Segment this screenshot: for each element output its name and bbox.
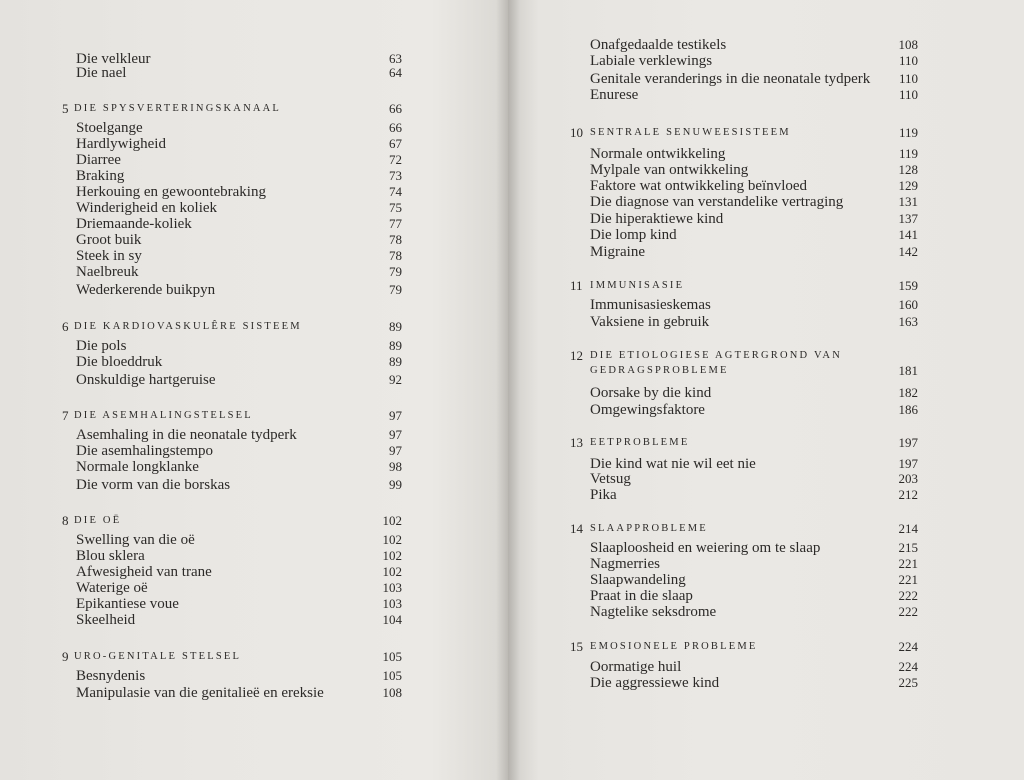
chapter-number: 7: [62, 408, 69, 423]
chapter-title: URO-GENITALE STELSEL: [74, 651, 242, 662]
entry-title: Steek in sy: [76, 248, 142, 264]
page-number: 98: [389, 459, 402, 474]
entry-title: Genitale veranderings in die neonatale tydperk: [590, 71, 871, 87]
page-number: 221: [898, 556, 918, 571]
page-number: 74: [389, 184, 402, 199]
entry-title: Die hiperaktiewe kind: [590, 211, 724, 227]
page-number: 102: [382, 564, 402, 579]
page-number: 89: [389, 354, 402, 369]
page-number: 75: [389, 200, 402, 215]
entry-title: Enurese: [590, 87, 639, 103]
chapter-number: 15: [570, 639, 583, 654]
chapter-title: IMMUNISASIE: [590, 280, 685, 291]
entry-title: Praat in die slaap: [590, 588, 693, 604]
page-number: 137: [898, 211, 918, 226]
page-number: 64: [389, 65, 402, 80]
chapter-title: DIE ETIOLOGIESE AGTERGROND VAN: [590, 350, 842, 361]
page-number: 129: [898, 178, 918, 193]
page-number: 224: [898, 639, 918, 654]
page-number: 99: [389, 477, 402, 492]
page-number: 97: [389, 408, 402, 423]
page-number: 131: [898, 194, 918, 209]
chapter-number: 5: [62, 101, 69, 116]
page-number: 77: [389, 216, 402, 231]
entry-title: Waterige oë: [76, 580, 148, 596]
page-number: 72: [389, 152, 402, 167]
page-number: 79: [389, 264, 402, 279]
chapter-title: DIE SPYSVERTERINGSKANAAL: [74, 103, 282, 114]
entry-title: Normale longklanke: [76, 459, 199, 475]
chapter-title: GEDRAGSPROBLEME: [590, 365, 729, 376]
page-number: 128: [898, 162, 918, 177]
entry-title: Die diagnose van verstandelike vertraging: [590, 194, 844, 210]
entry-title: Die pols: [76, 338, 127, 354]
entry-title: Naelbreuk: [76, 264, 139, 280]
entry-title: Wederkerende buikpyn: [76, 282, 216, 298]
page-number: 108: [898, 37, 918, 52]
left-page: [0, 0, 508, 780]
chapter-title: DIE ASEMHALINGSTELSEL: [74, 410, 253, 421]
entry-title: Oorsake by die kind: [590, 385, 712, 401]
page-number: 119: [898, 146, 918, 161]
entry-title: Migraine: [590, 244, 645, 260]
page-number: 110: [898, 53, 918, 68]
entry-title: Labiale verklewings: [590, 53, 713, 69]
page-number: 141: [898, 227, 918, 242]
page-number: 67: [389, 136, 402, 151]
page-number: 215: [898, 540, 918, 555]
entry-title: Onafgedaalde testikels: [590, 37, 727, 53]
page-number: 110: [898, 87, 918, 102]
page-number: 119: [898, 125, 918, 140]
chapter-title: EETPROBLEME: [590, 437, 690, 448]
chapter-title: SENTRALE SENUWEESISTEEM: [590, 127, 791, 138]
page-number: 105: [382, 668, 402, 683]
page-number: 97: [389, 427, 402, 442]
page-number: 66: [389, 120, 402, 135]
entry-title: Mylpale van ontwikkeling: [590, 162, 749, 178]
entry-title: Die asemhalingstempo: [76, 443, 214, 459]
page-number: 163: [898, 314, 918, 329]
entry-title: Slaapwandeling: [590, 572, 686, 588]
entry-title: Immunisasieskemas: [590, 297, 711, 313]
page-number: 221: [898, 572, 918, 587]
chapter-title: SLAAPPROBLEME: [590, 523, 708, 534]
entry-title: Die vorm van die borskas: [76, 477, 231, 493]
page-number: 160: [898, 297, 918, 312]
page-number: 105: [382, 649, 402, 664]
entry-title: Herkouing en gewoontebraking: [76, 184, 266, 200]
page-number: 102: [382, 548, 402, 563]
page-number: 159: [898, 278, 918, 293]
page-number: 224: [898, 659, 918, 674]
page-number: 102: [382, 513, 402, 528]
page-number: 92: [389, 372, 402, 387]
entry-title: Die kind wat nie wil eet nie: [590, 456, 756, 472]
chapter-number: 11: [570, 278, 583, 293]
chapter-title: EMOSIONELE PROBLEME: [590, 641, 758, 652]
entry-title: Onskuldige hartgeruise: [76, 372, 216, 388]
entry-title: Blou sklera: [76, 548, 145, 564]
page-number: 89: [389, 319, 402, 334]
page-number: 97: [389, 443, 402, 458]
entry-title: Die velkleur: [76, 51, 151, 67]
page-number: 214: [898, 521, 918, 536]
page-number: 181: [898, 363, 918, 378]
page-number: 78: [389, 248, 402, 263]
book-gutter: [496, 0, 520, 780]
page-number: 197: [898, 435, 918, 450]
entry-title: Vetsug: [590, 471, 631, 487]
right-page: [508, 0, 1024, 780]
page-number: 89: [389, 338, 402, 353]
chapter-number: 9: [62, 649, 69, 664]
entry-title: Driemaande-koliek: [76, 216, 192, 232]
page-number: 186: [898, 402, 918, 417]
entry-title: Asemhaling in die neonatale tydperk: [76, 427, 297, 443]
page-number: 182: [898, 385, 918, 400]
chapter-number: 10: [570, 125, 583, 140]
page-number: 225: [898, 675, 918, 690]
chapter-title: DIE OË: [74, 515, 122, 526]
entry-title: Manipulasie van die genitalieë en ereksie: [76, 685, 324, 701]
page-number: 203: [898, 471, 918, 486]
entry-title: Die bloeddruk: [76, 354, 163, 370]
page-number: 110: [898, 71, 918, 86]
entry-title: Winderigheid en koliek: [76, 200, 218, 216]
entry-title: Die nael: [76, 65, 127, 81]
page-number: 108: [382, 685, 402, 700]
entry-title: Skeelheid: [76, 612, 136, 628]
entry-title: Oormatige huil: [590, 659, 682, 675]
page-number: 222: [898, 604, 918, 619]
page-number: 79: [389, 282, 402, 297]
entry-title: Die aggressiewe kind: [590, 675, 720, 691]
entry-title: Pika: [590, 487, 617, 503]
page-number: 103: [382, 596, 402, 611]
page-number: 104: [382, 612, 402, 627]
chapter-number: 14: [570, 521, 583, 536]
chapter-number: 13: [570, 435, 583, 450]
page-number: 102: [382, 532, 402, 547]
entry-title: Faktore wat ontwikkeling beïnvloed: [590, 178, 808, 194]
entry-title: Normale ontwikkeling: [590, 146, 726, 162]
entry-title: Nagmerries: [590, 556, 660, 572]
entry-title: Epikantiese voue: [76, 596, 179, 612]
entry-title: Groot buik: [76, 232, 142, 248]
entry-title: Slaaploosheid en weiering om te slaap: [590, 540, 821, 556]
page-number: 63: [389, 51, 402, 66]
entry-title: Afwesigheid van trane: [76, 564, 212, 580]
page-number: 66: [389, 101, 402, 116]
entry-title: Omgewingsfaktore: [590, 402, 705, 418]
chapter-title: DIE KARDIOVASKULÊRE SISTEEM: [74, 321, 302, 332]
entry-title: Vaksiene in gebruik: [590, 314, 710, 330]
entry-title: Swelling van die oë: [76, 532, 195, 548]
page-number: 73: [389, 168, 402, 183]
entry-title: Stoelgange: [76, 120, 143, 136]
entry-title: Nagtelike seksdrome: [590, 604, 717, 620]
entry-title: Die lomp kind: [590, 227, 677, 243]
page-number: 103: [382, 580, 402, 595]
chapter-number: 8: [62, 513, 69, 528]
chapter-number: 6: [62, 319, 69, 334]
entry-title: Diarree: [76, 152, 121, 168]
chapter-number: 12: [570, 348, 583, 363]
page-number: 197: [898, 456, 918, 471]
page-number: 78: [389, 232, 402, 247]
page-number: 142: [898, 244, 918, 259]
entry-title: Braking: [76, 168, 125, 184]
entry-title: Besnydenis: [76, 668, 146, 684]
page-number: 212: [898, 487, 918, 502]
page-number: 222: [898, 588, 918, 603]
entry-title: Hardlywigheid: [76, 136, 166, 152]
